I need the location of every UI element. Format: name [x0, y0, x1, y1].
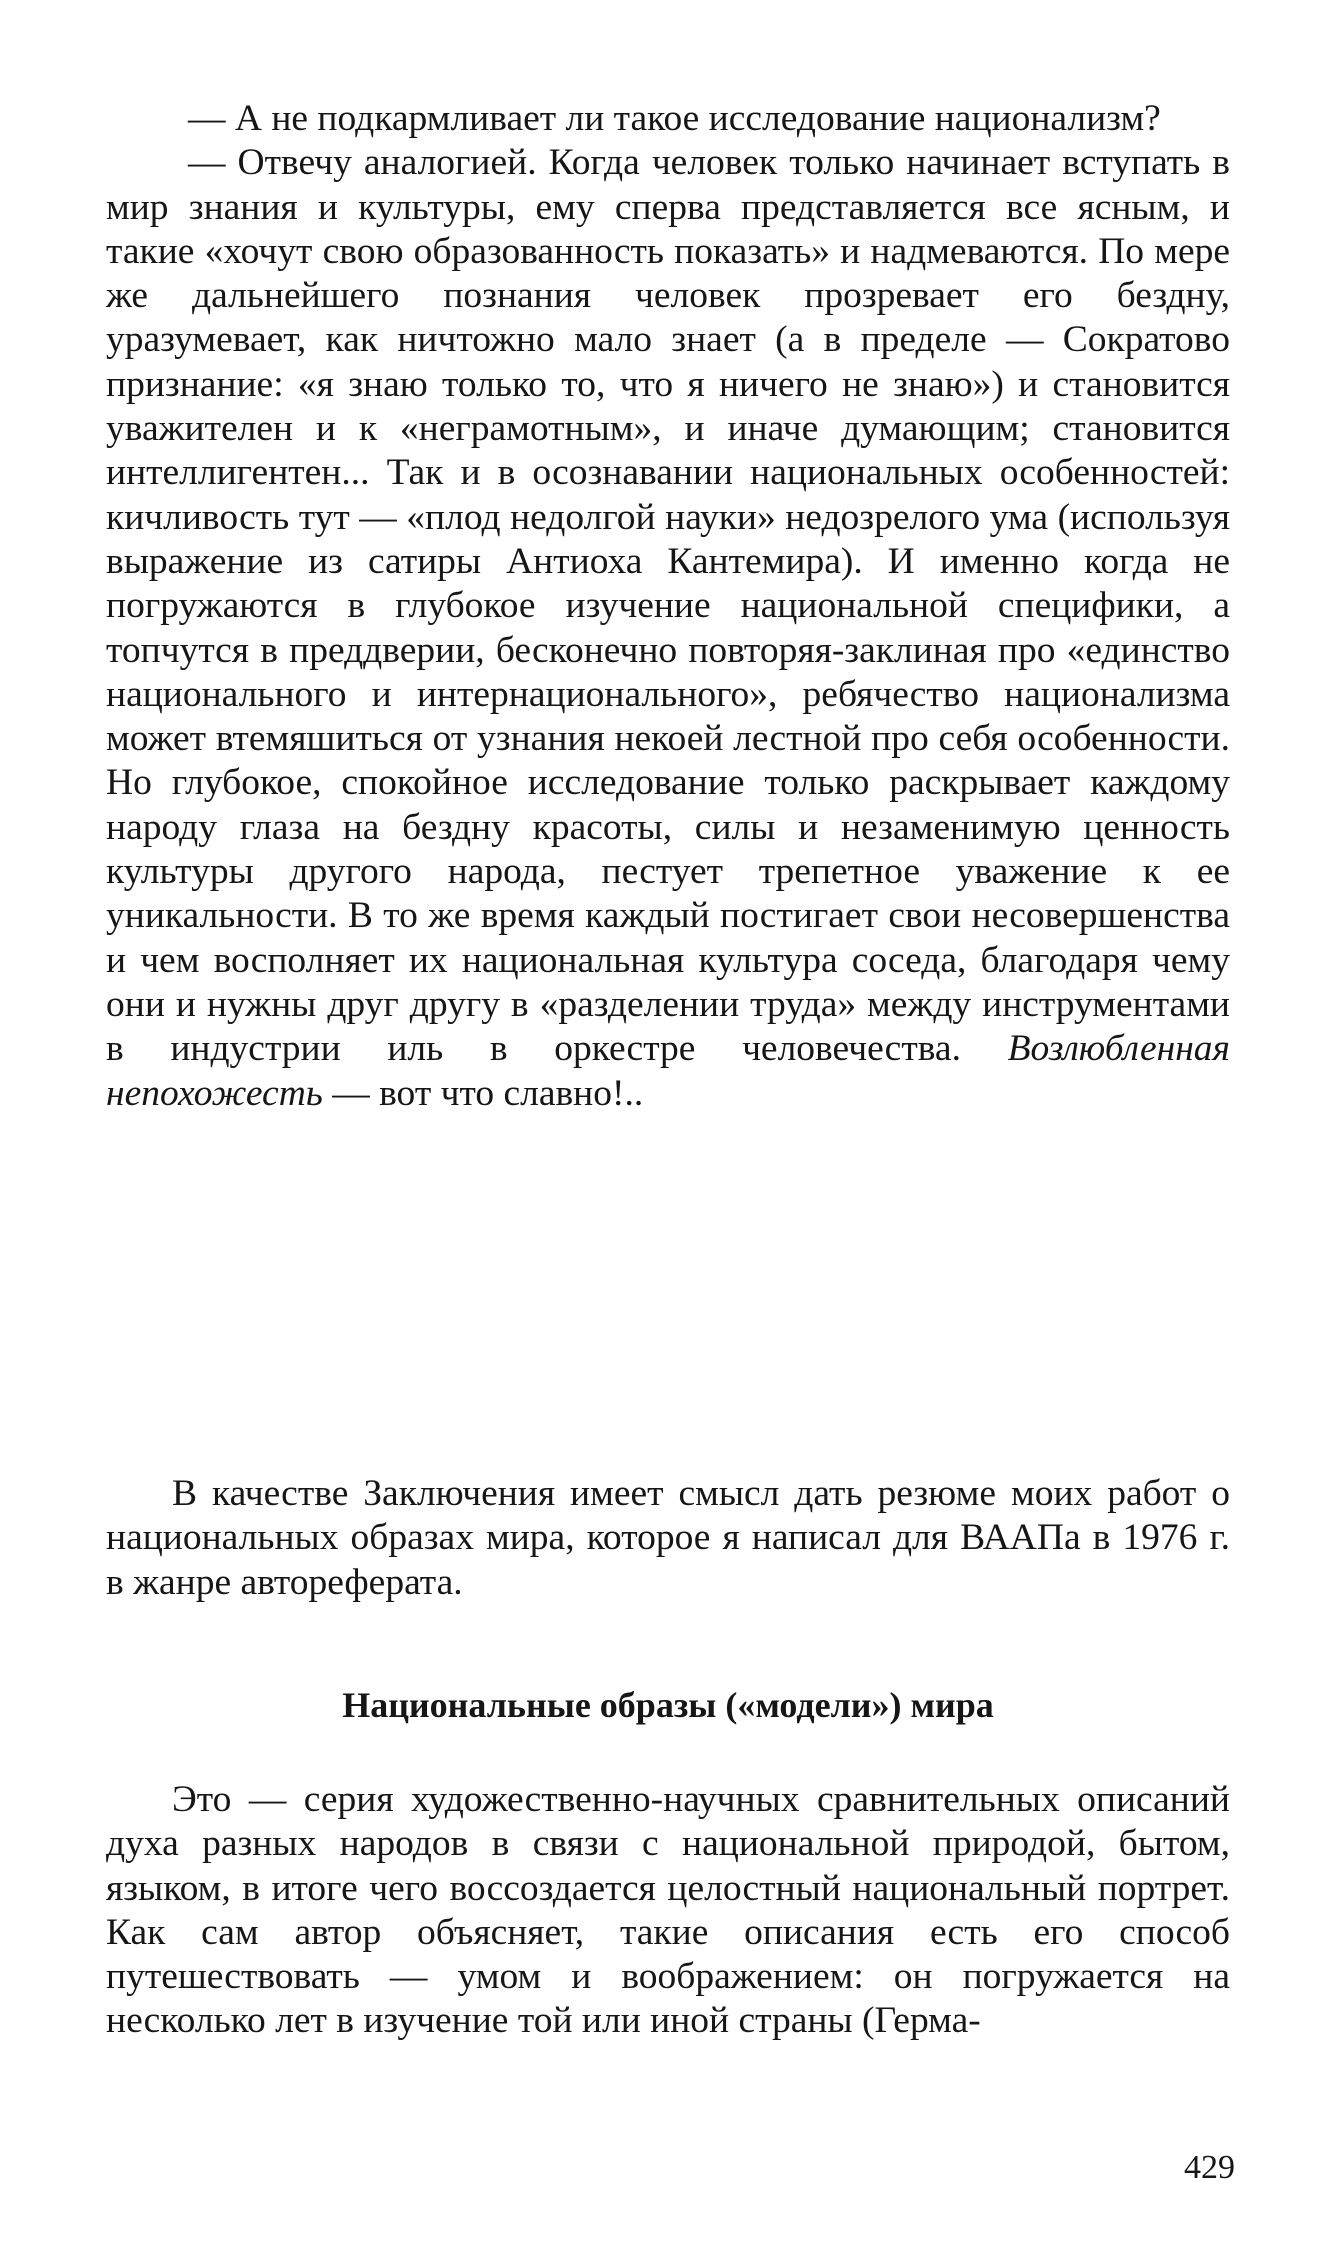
- section-heading: Национальные образы («модели») мира: [342, 1685, 994, 1725]
- intro-paragraph: В качестве Заключения имеет смысл дать резюме моих работ о национальных образах мира, которое я написал для ВААПа в 1976 г. в жанре автореферата.: [106, 1473, 1230, 1603]
- body-paragraph: Это — серия художественно-научных сравнительных описаний духа разных народов в связи с национальной природой, бытом, языком, в итоге чего воссоздается целостный национальный портрет. Как сам автор объясняет, такие описания есть его способ путешествовать — умом и воображением: он погружается на несколько лет в изучение той или иной страны (Герма-: [106, 1779, 1230, 2042]
- page-number: 429: [1184, 2149, 1235, 2186]
- section-body: [106, 1778, 1230, 2044]
- conclusion-intro: [106, 1472, 1230, 1605]
- dialog-answer-text: — Отвечу аналогией. Когда человек только начинает вступать в мир знания и культуры, ему сперва представляется все ясным, и такие «хочут свою образованность показать» и надмеваются. По мере же дальнейшего познания человек прозревает его бездну, уразумевает, как ничтожно мало знает (а в пределе — Сократово признание: «я знаю только то, что я ничего не знаю») и становится уважителен и к «неграмотным», и иначе думающим; становится интеллигентен... Так и в осознавании национальных особенностей: кичливость тут — «плод недолгой науки» недозрелого ума (используя выражение из сатиры Антиоха Кантемира). И именно когда не погружаются в глубокое изучение национальной специфики, а топчутся в преддверии, бесконечно повторяя-заклиная про «единство национального и интернационального», ребячество национализма может втемяшиться от узнания некоей лестной про себя особенности. Но глубокое, спокойное исследование только раскрывает каждому народу глаза на бездну красоты, силы и незаменимую ценность культуры другого народа, пестует трепетное уважение к ее уникальности. В то же время каждый постигает свои несовершенства и чем восполняет их национальная культура соседа, благодаря чему они и нужны друг другу в «разделении труда» между инструментами в индустрии иль в оркестре человечества.: [106, 142, 1230, 1070]
- dialog-answer: [106, 141, 1230, 1116]
- dialog-question: — А не подкармливает ли такое исследование национализм?: [188, 98, 1161, 139]
- dialog-section: [106, 97, 1230, 1116]
- dialog-answer-ending: — вот что славно!..: [322, 1072, 644, 1114]
- dialog-answer-emphasis: Возлюбленная непохожесть: [106, 1028, 1230, 1114]
